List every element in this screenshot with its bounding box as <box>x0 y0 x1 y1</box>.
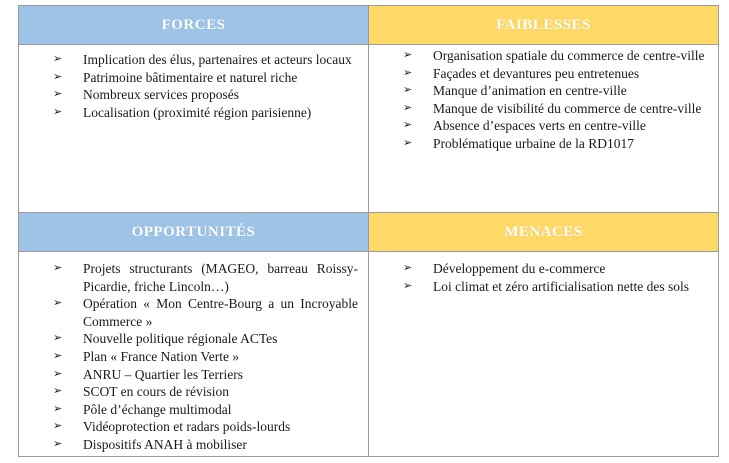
arrow-bullet-icon: ➢ <box>53 402 63 415</box>
list-item <box>403 82 708 100</box>
arrow-bullet-icon: ➢ <box>53 88 63 101</box>
list-item <box>403 100 708 118</box>
menaces-list <box>403 260 708 295</box>
list-item <box>53 401 358 419</box>
list-item-text: ANRU – Quartier les Terriers <box>83 366 244 382</box>
list-item <box>403 117 708 135</box>
list-item <box>53 366 358 384</box>
list-item-text: Absence d’espaces verts en centre-ville <box>433 118 646 134</box>
list-item-text: Loi climat et zéro artificialisation nette des sols <box>433 278 690 294</box>
arrow-bullet-icon: ➢ <box>53 297 63 310</box>
list-item-text: Pôle d’échange multimodal <box>83 401 232 417</box>
menaces-header <box>369 213 719 252</box>
list-item-text: Organisation spatiale du commerce de centre-ville <box>433 48 705 63</box>
list-item-text: Vidéoprotection et radars poids-lourds <box>83 419 291 435</box>
opportunites-header <box>19 213 369 252</box>
list-item-text: Manque de visibilité du commerce de centre-ville <box>433 100 702 116</box>
forces-cell <box>19 45 369 213</box>
forces-list <box>53 51 358 121</box>
list-item <box>53 383 358 401</box>
arrow-bullet-icon: ➢ <box>53 420 63 433</box>
faiblesses-header <box>369 6 719 45</box>
list-item <box>53 436 358 454</box>
forces-header <box>19 6 369 45</box>
arrow-bullet-icon: ➢ <box>403 66 413 79</box>
arrow-bullet-icon: ➢ <box>403 49 413 61</box>
opportunites-cell <box>19 252 369 457</box>
list-item-text: Patrimoine bâtimentaire et naturel riche <box>83 69 298 85</box>
list-item-text: Problématique urbaine de la RD1017 <box>433 135 634 151</box>
arrow-bullet-icon: ➢ <box>403 136 413 149</box>
arrow-bullet-icon: ➢ <box>53 367 63 380</box>
arrow-bullet-icon: ➢ <box>53 332 63 345</box>
arrow-bullet-icon: ➢ <box>403 119 413 132</box>
faiblesses-list <box>403 47 708 153</box>
arrow-bullet-icon: ➢ <box>403 101 413 114</box>
arrow-bullet-icon: ➢ <box>53 70 63 83</box>
list-item-text: Nouvelle politique régionale ACTes <box>83 331 278 347</box>
list-item-text: Implication des élus, partenaires et acteurs locaux <box>83 52 352 67</box>
list-item <box>403 135 708 153</box>
arrow-bullet-icon: ➢ <box>53 262 63 274</box>
list-item-text: Plan « France Nation Verte » <box>83 348 240 364</box>
arrow-bullet-icon: ➢ <box>403 262 413 274</box>
list-item-text: Développement du e-commerce <box>433 261 606 276</box>
list-item <box>403 65 708 83</box>
list-item-text: SCOT en cours de révision <box>83 384 229 400</box>
list-item-text: Opération « Mon Centre-Bourg a un Incroyable Commerce » <box>83 296 358 329</box>
menaces-title: MENACES <box>504 223 583 240</box>
list-item <box>403 278 708 296</box>
arrow-bullet-icon: ➢ <box>53 349 63 362</box>
list-item <box>403 260 708 278</box>
list-item <box>53 260 358 295</box>
list-item <box>53 295 358 330</box>
arrow-bullet-icon: ➢ <box>403 84 413 97</box>
list-item <box>53 104 358 122</box>
faiblesses-cell <box>369 45 719 213</box>
list-item-text: Projets structurants (MAGEO, barreau Roissy-Picardie, friche Lincoln…) <box>83 261 358 294</box>
faiblesses-title: FAIBLESSES <box>496 16 591 33</box>
list-item-text: Localisation (proximité région parisienne) <box>83 104 312 120</box>
list-item-text: Manque d’animation en centre-ville <box>433 83 627 99</box>
list-item <box>53 51 358 69</box>
list-item <box>53 418 358 436</box>
arrow-bullet-icon: ➢ <box>53 385 63 398</box>
arrow-bullet-icon: ➢ <box>403 279 413 292</box>
list-item <box>53 69 358 87</box>
list-item-text: Dispositifs ANAH à mobiliser <box>83 436 247 452</box>
list-item <box>53 330 358 348</box>
opportunites-title: OPPORTUNITÉS <box>131 223 256 240</box>
list-item <box>403 47 708 65</box>
list-item <box>53 86 358 104</box>
swot-table <box>18 5 719 457</box>
list-item <box>53 348 358 366</box>
arrow-bullet-icon: ➢ <box>53 53 63 65</box>
forces-title: FORCES <box>161 16 226 33</box>
list-item-text: Nombreux services proposés <box>83 87 239 103</box>
arrow-bullet-icon: ➢ <box>53 437 63 450</box>
list-item-text: Façades et devantures peu entretenues <box>433 65 640 81</box>
menaces-cell <box>369 252 719 457</box>
opportunites-list <box>53 260 358 454</box>
arrow-bullet-icon: ➢ <box>53 105 63 118</box>
